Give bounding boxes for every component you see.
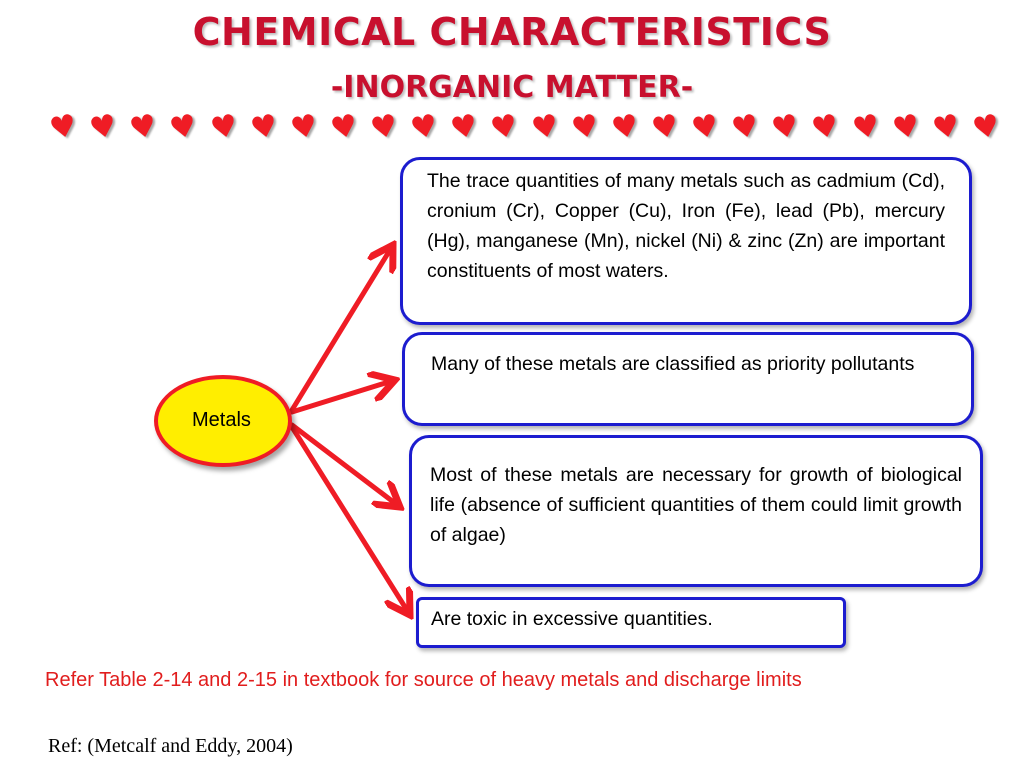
heart-icon: ♥ bbox=[86, 107, 121, 148]
heart-icon: ♥ bbox=[808, 107, 843, 148]
heart-icon: ♥ bbox=[46, 107, 81, 148]
heart-icon: ♥ bbox=[768, 107, 803, 148]
heart-icon: ♥ bbox=[849, 107, 883, 148]
arrow-to-box-3 bbox=[292, 425, 400, 507]
heart-icon: ♥ bbox=[969, 107, 1004, 148]
heart-icon: ♥ bbox=[648, 107, 683, 148]
metals-node bbox=[154, 375, 292, 467]
heart-icon: ♥ bbox=[608, 107, 642, 148]
heart-icon: ♥ bbox=[728, 107, 763, 148]
heart-icon: ♥ bbox=[367, 107, 402, 148]
arrow-to-box-4 bbox=[292, 427, 410, 615]
heart-icon: ♥ bbox=[327, 107, 362, 148]
metals-label: Metals bbox=[192, 409, 251, 431]
heart-icon: ♥ bbox=[568, 107, 602, 148]
heart-icon: ♥ bbox=[126, 107, 161, 148]
heart-icon: ♥ bbox=[487, 107, 522, 148]
heart-icon: ♥ bbox=[247, 107, 281, 148]
heart-icon: ♥ bbox=[929, 107, 963, 148]
heart-icon: ♥ bbox=[207, 107, 241, 148]
heart-icon: ♥ bbox=[447, 107, 482, 148]
heart-icon: ♥ bbox=[688, 107, 723, 148]
info-box-necessary-for-growth: Most of these metals are necessary for growth of biological life (absence of sufficient quantities of them could limit growth of algae) bbox=[409, 435, 983, 587]
reference-citation: Ref: (Metcalf and Eddy, 2004) bbox=[48, 735, 293, 757]
textbook-note: Refer Table 2-14 and 2-15 in textbook for source of heavy metals and discharge limits bbox=[45, 669, 802, 691]
heart-icon: ♥ bbox=[166, 107, 201, 148]
slide-title: CHEMICAL CHARACTERISTICS bbox=[192, 10, 832, 54]
heart-icon: ♥ bbox=[528, 107, 562, 148]
slide-subtitle: -INORGANIC MATTER- bbox=[330, 70, 694, 105]
info-box-toxic: Are toxic in excessive quantities. bbox=[416, 597, 846, 648]
heart-icon: ♥ bbox=[407, 107, 442, 148]
heart-icon: ♥ bbox=[889, 107, 923, 148]
info-box-priority-pollutants: Many of these metals are classified as priority pollutants bbox=[402, 332, 974, 426]
info-box-trace-metals: The trace quantities of many metals such as cadmium (Cd), cronium (Cr), Copper (Cu), Iron (Fe), lead (Pb), mercury (Hg), manganese (Mn), nickel (Ni) & zinc (Zn) are important constituents of most waters. bbox=[400, 157, 972, 325]
heart-icon: ♥ bbox=[287, 107, 321, 148]
